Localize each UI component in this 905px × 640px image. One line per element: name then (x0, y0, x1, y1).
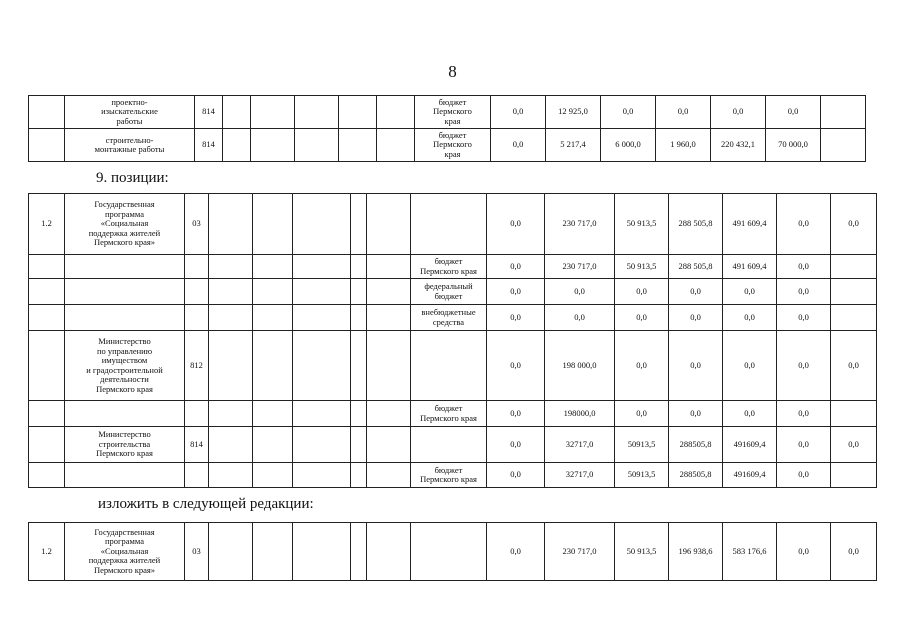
table-cell (253, 255, 293, 279)
heading-new-edition: изложить в следующей редакции: (98, 496, 314, 512)
table-cell: бюджет Пермского края (415, 129, 491, 162)
table-cell (831, 255, 877, 279)
table-cell (351, 427, 367, 463)
table-cell: 491609,4 (723, 463, 777, 488)
table-cell: 196 938,6 (669, 523, 723, 581)
table-cell (209, 427, 253, 463)
table-cell (367, 194, 411, 255)
table-cell (29, 401, 65, 427)
table-cell: 220 432,1 (711, 129, 766, 162)
table-cell: 70 000,0 (766, 129, 821, 162)
table-new-edition (28, 522, 877, 581)
table-cell (351, 305, 367, 331)
table-cell (209, 255, 253, 279)
table-cell (831, 401, 877, 427)
table-cell (209, 331, 253, 401)
table-cell (293, 427, 351, 463)
table-cell (65, 401, 185, 427)
table-cell: бюджет Пермского края (411, 401, 487, 427)
table-cell: 0,0 (777, 331, 831, 401)
table-cell: 0,0 (777, 194, 831, 255)
table-cell (29, 305, 65, 331)
table-cell (253, 427, 293, 463)
table-cell (411, 194, 487, 255)
heading-positions: 9. позиции: (96, 170, 169, 186)
table-cell: 0,0 (487, 305, 545, 331)
table-cell: 50 913,5 (615, 523, 669, 581)
table-cell (293, 523, 351, 581)
table-cell: 288 505,8 (669, 255, 723, 279)
table-row (29, 194, 877, 255)
table-cell: 0,0 (669, 401, 723, 427)
table-cell: 198000,0 (545, 401, 615, 427)
table-cell (339, 129, 377, 162)
table-cell (367, 255, 411, 279)
table-cell (223, 96, 251, 129)
table-cell: бюджет Пермского края (411, 255, 487, 279)
table-cell: 50913,5 (615, 463, 669, 488)
table-cell (351, 523, 367, 581)
page-number: 8 (448, 62, 457, 81)
table-cell (411, 523, 487, 581)
table-cell (377, 129, 415, 162)
table-cell (411, 331, 487, 401)
table-cell (185, 401, 209, 427)
table-cell (367, 305, 411, 331)
table-cell: 814 (195, 129, 223, 162)
table-cell: 491609,4 (723, 427, 777, 463)
table-cell (351, 194, 367, 255)
table-cell (253, 401, 293, 427)
table-cell (293, 255, 351, 279)
table-cell (65, 305, 185, 331)
table-cell: 198 000,0 (545, 331, 615, 401)
table-cell: 0,0 (601, 96, 656, 129)
table-cell (209, 401, 253, 427)
table-cell: 50 913,5 (615, 194, 669, 255)
table-cell: 12 925,0 (546, 96, 601, 129)
table-cell: 0,0 (723, 279, 777, 305)
table-cell: 288 505,8 (669, 194, 723, 255)
table-cell: 0,0 (545, 279, 615, 305)
table-cell: 0,0 (766, 96, 821, 129)
table-cell (29, 463, 65, 488)
table-cell (351, 279, 367, 305)
table-cell (29, 427, 65, 463)
table-cell: 1.2 (29, 523, 65, 581)
table-cell (253, 279, 293, 305)
table-cell: 0,0 (656, 96, 711, 129)
table-cell: Государственная программа «Социальная поддержка жителей Пермского края» (65, 523, 185, 581)
table-cell (377, 96, 415, 129)
table-cell: 230 717,0 (545, 194, 615, 255)
table-cell: 812 (185, 331, 209, 401)
table-cell (251, 96, 295, 129)
table-cell: 0,0 (615, 279, 669, 305)
table-cell (65, 279, 185, 305)
table-cell: 0,0 (487, 279, 545, 305)
table-row (29, 463, 877, 488)
table-cell (251, 129, 295, 162)
table-cell (367, 427, 411, 463)
table-cell: 0,0 (487, 194, 545, 255)
table-cell (65, 463, 185, 488)
table-cell (293, 331, 351, 401)
table-cell: 1 960,0 (656, 129, 711, 162)
table-cell (295, 96, 339, 129)
table-cell (367, 401, 411, 427)
table-cell: 0,0 (487, 401, 545, 427)
table-cell: 0,0 (831, 194, 877, 255)
table-cell (293, 401, 351, 427)
table-cell: 288505,8 (669, 463, 723, 488)
table-cell: строительно- монтажные работы (65, 129, 195, 162)
table-row (29, 305, 877, 331)
table-cell: 0,0 (487, 523, 545, 581)
table-cell: 0,0 (487, 255, 545, 279)
table-cell: Министерство строительства Пермского края (65, 427, 185, 463)
table-cell (185, 255, 209, 279)
table-cell (209, 279, 253, 305)
table-row (29, 129, 866, 162)
table-cell (253, 194, 293, 255)
table-cell: 03 (185, 194, 209, 255)
table-cell: внебюджетные средства (411, 305, 487, 331)
table-cell (339, 96, 377, 129)
table-cell (367, 331, 411, 401)
table-row (29, 255, 877, 279)
table-cell (831, 279, 877, 305)
table-cell: 230 717,0 (545, 255, 615, 279)
table-cell: Государственная программа «Социальная поддержка жителей Пермского края» (65, 194, 185, 255)
table-row (29, 401, 877, 427)
table-cell (29, 96, 65, 129)
table-cell: 0,0 (491, 96, 546, 129)
table-cell (411, 427, 487, 463)
table-row (29, 427, 877, 463)
table-cell: 0,0 (545, 305, 615, 331)
table-cell (29, 331, 65, 401)
table-cell (821, 96, 866, 129)
table-cell: 0,0 (723, 305, 777, 331)
table-cell (209, 305, 253, 331)
table-cell: 0,0 (669, 331, 723, 401)
table-cell (65, 255, 185, 279)
table-cell: 0,0 (615, 331, 669, 401)
table-cell (223, 129, 251, 162)
table-cell: 0,0 (491, 129, 546, 162)
table-cell (351, 463, 367, 488)
table-cell: 230 717,0 (545, 523, 615, 581)
table-cell (29, 129, 65, 162)
table-cell (293, 279, 351, 305)
table-cell: 0,0 (831, 331, 877, 401)
table-positions (28, 193, 877, 488)
table-cell (185, 463, 209, 488)
table-continuation (28, 95, 866, 162)
table-cell: 0,0 (777, 523, 831, 581)
table-cell: бюджет Пермского края (415, 96, 491, 129)
table-cell (351, 401, 367, 427)
table-cell: 50913,5 (615, 427, 669, 463)
table-cell (253, 305, 293, 331)
table-cell (209, 523, 253, 581)
table-row (29, 523, 877, 581)
table-cell: 0,0 (777, 401, 831, 427)
table-cell: 0,0 (777, 463, 831, 488)
table-cell: 0,0 (669, 305, 723, 331)
table-cell (29, 279, 65, 305)
table-cell (253, 463, 293, 488)
table-cell: 0,0 (723, 331, 777, 401)
table-cell: 814 (185, 427, 209, 463)
table-cell: 0,0 (487, 331, 545, 401)
table-cell: Министерство по управлению имуществом и градостроительной деятельности Пермского края (65, 331, 185, 401)
table-cell: 0,0 (669, 279, 723, 305)
table-cell: 1.2 (29, 194, 65, 255)
table-cell (831, 463, 877, 488)
table-cell: 0,0 (777, 305, 831, 331)
table-cell: 32717,0 (545, 463, 615, 488)
table-cell: 0,0 (777, 427, 831, 463)
table-cell (295, 129, 339, 162)
table-row (29, 331, 877, 401)
table-cell (293, 463, 351, 488)
table-row (29, 279, 877, 305)
table-cell: 0,0 (831, 523, 877, 581)
table-cell: 0,0 (487, 463, 545, 488)
table-cell (185, 305, 209, 331)
table-cell (831, 305, 877, 331)
table-cell (209, 194, 253, 255)
table-cell: 0,0 (615, 401, 669, 427)
table-cell: 0,0 (831, 427, 877, 463)
table-cell (293, 305, 351, 331)
table-cell (367, 463, 411, 488)
table-cell (209, 463, 253, 488)
table-cell: проектно- изыскательские работы (65, 96, 195, 129)
table-cell (253, 331, 293, 401)
table-cell: 583 176,6 (723, 523, 777, 581)
table-cell: 5 217,4 (546, 129, 601, 162)
table-cell (821, 129, 866, 162)
table-cell (367, 279, 411, 305)
table-cell: 6 000,0 (601, 129, 656, 162)
table-cell: 491 609,4 (723, 255, 777, 279)
table-cell (29, 255, 65, 279)
table-cell: 0,0 (777, 255, 831, 279)
table-cell (351, 255, 367, 279)
table-cell: 814 (195, 96, 223, 129)
table-cell (253, 523, 293, 581)
table-cell: 03 (185, 523, 209, 581)
table-cell: бюджет Пермского края (411, 463, 487, 488)
table-cell: 0,0 (487, 427, 545, 463)
table-row (29, 96, 866, 129)
table-cell: 491 609,4 (723, 194, 777, 255)
table-cell: 50 913,5 (615, 255, 669, 279)
table-cell: 0,0 (615, 305, 669, 331)
table-cell: федеральный бюджет (411, 279, 487, 305)
table-cell: 32717,0 (545, 427, 615, 463)
table-cell: 288505,8 (669, 427, 723, 463)
table-cell (351, 331, 367, 401)
table-cell: 0,0 (777, 279, 831, 305)
table-cell: 0,0 (723, 401, 777, 427)
table-cell (367, 523, 411, 581)
table-cell (185, 279, 209, 305)
table-cell: 0,0 (711, 96, 766, 129)
table-cell (293, 194, 351, 255)
